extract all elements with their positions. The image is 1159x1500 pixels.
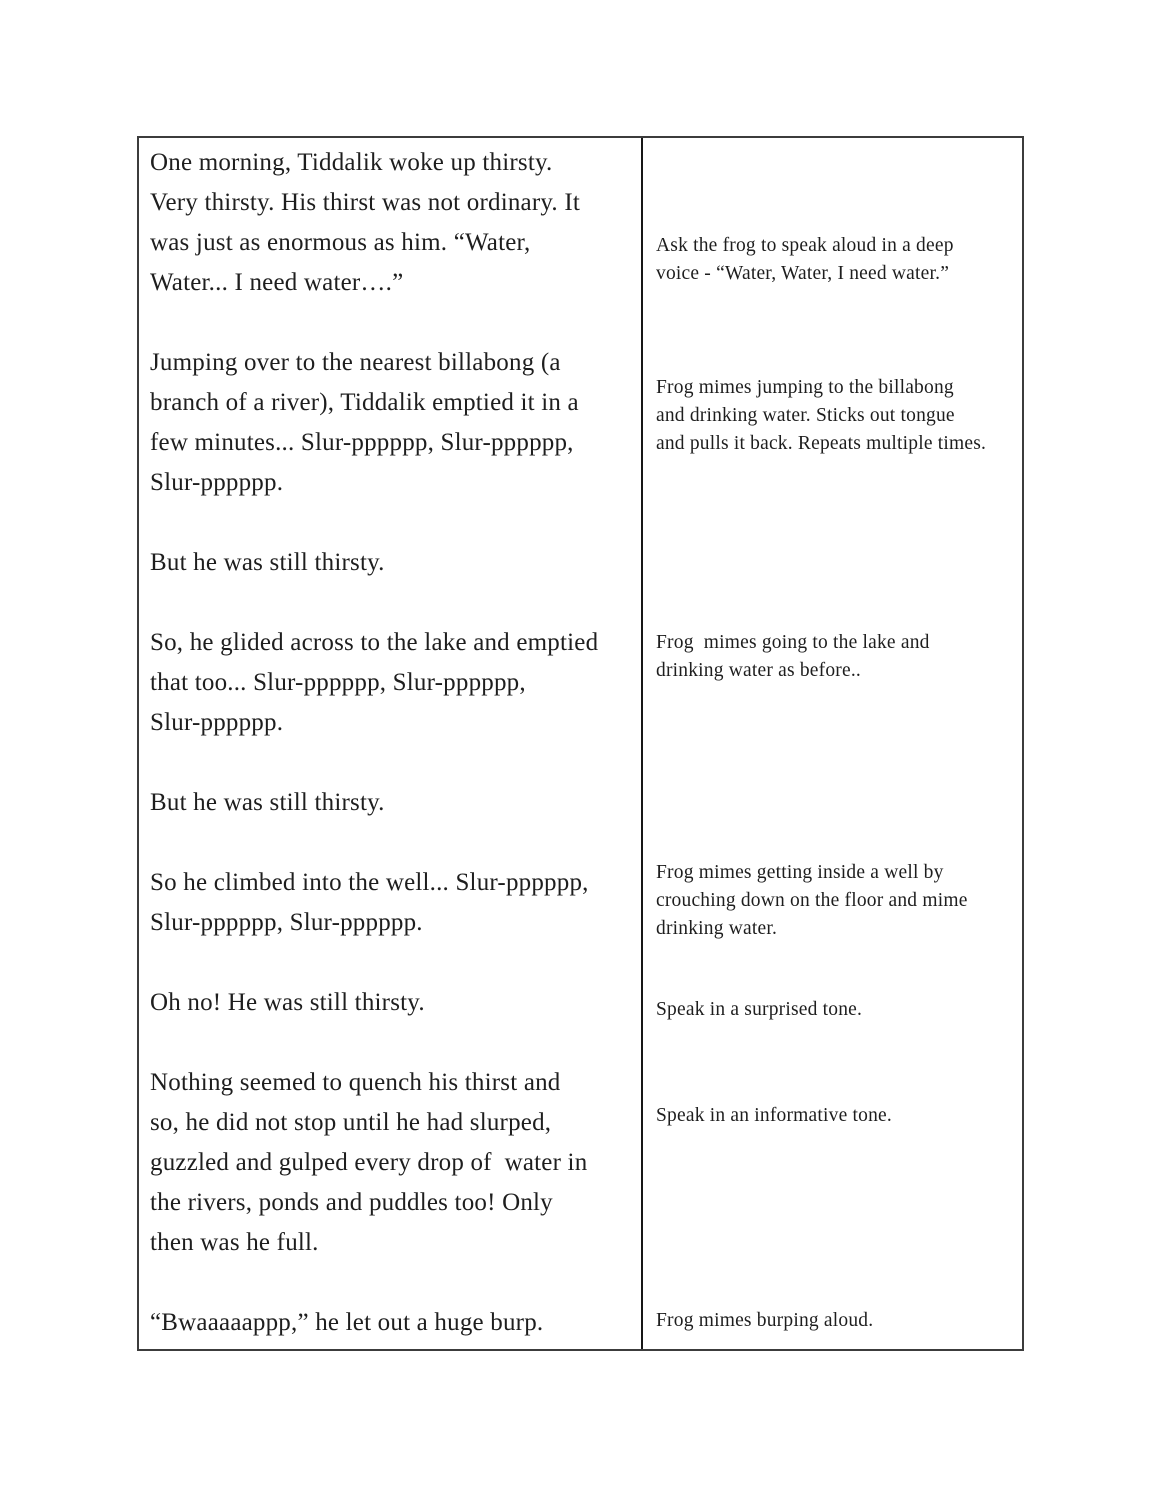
direction-note: Frog mimes jumping to the billabong and drinking water. Sticks out tongue and pulls it back. Repeats multiple times. <box>656 377 987 454</box>
direction-note: Ask the frog to speak aloud in a deep voice - “Water, Water, I need water.” <box>656 235 954 284</box>
story-paragraph: But he was still thirsty. <box>150 789 385 816</box>
story-paragraph: One morning, Tiddalik woke up thirsty. Very thirsty. His thirst was not ordinary. It was just as enormous as him. “Water, Water... I need water….” <box>150 149 581 296</box>
directions-column <box>643 138 1022 1349</box>
direction-note: Frog mimes burping aloud. <box>656 1310 874 1331</box>
direction-note: Speak in a surprised tone. <box>656 999 863 1020</box>
story-paragraph: But he was still thirsty. <box>150 549 385 576</box>
story-paragraph: “Bwaaaaappp,” he let out a huge burp. <box>150 1309 544 1336</box>
direction-note: Frog mimes getting inside a well by crouching down on the floor and mime drinking water. <box>656 862 968 939</box>
story-script-table <box>137 136 1024 1351</box>
story-text-column <box>139 138 643 1349</box>
direction-note: Speak in an informative tone. <box>656 1105 892 1126</box>
story-paragraph: So he climbed into the well... Slur-pppppp, Slur-pppppp, Slur-pppppp. <box>150 869 589 936</box>
story-paragraph: Nothing seemed to quench his thirst and so, he did not stop until he had slurped, guzzled and gulped every drop of water in the rivers, ponds and puddles too! Only then was he full. <box>150 1069 588 1256</box>
direction-note: Frog mimes going to the lake and drinking water as before.. <box>656 632 930 681</box>
story-paragraph: So, he glided across to the lake and emptied that too... Slur-pppppp, Slur-pppppp, Slur-pppppp. <box>150 629 599 736</box>
story-paragraph: Oh no! He was still thirsty. <box>150 989 425 1016</box>
story-paragraph: Jumping over to the nearest billabong (a branch of a river), Tiddalik emptied it in a few minutes... Slur-pppppp, Slur-pppppp, Slur-pppppp. <box>150 349 579 496</box>
